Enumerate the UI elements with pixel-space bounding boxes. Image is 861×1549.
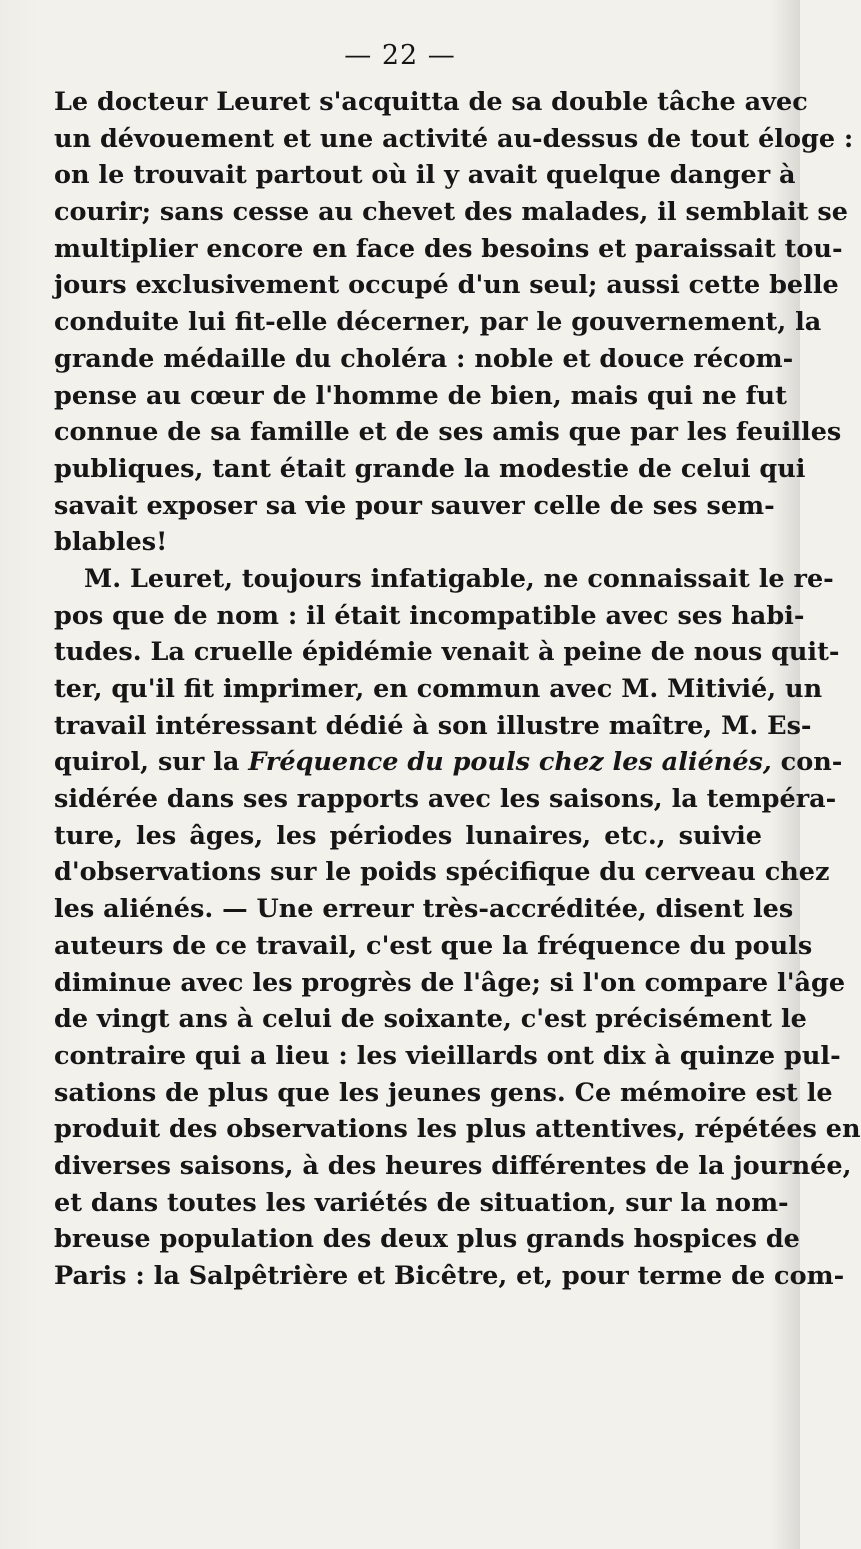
text-line: tudes. La cruelle épidémie venait à peine de nous quit- xyxy=(54,637,840,668)
text-line: savait exposer sa vie pour sauver celle de ses sem- xyxy=(54,490,775,521)
text-line-with-italic xyxy=(54,744,843,781)
text-line: les aliénés. — Une erreur très-accréditée, disent les xyxy=(54,894,794,925)
text-line: pos que de nom : il était incompatible avec ses habi- xyxy=(54,600,805,631)
text-line: jours exclusivement occupé d'un seul; aussi cette belle xyxy=(54,270,839,301)
text-line: diminue avec les progrès de l'âge; si l'on compare l'âge xyxy=(54,967,846,998)
text-segment: quirol, sur la xyxy=(54,747,249,778)
text-line: d'observations sur le poids spécifique du cerveau chez xyxy=(54,857,830,888)
text-line: pense au cœur de l'homme de bien, mais qui ne fut xyxy=(54,380,787,411)
text-line: sidérée dans ses rapports avec les saisons, la tempéra- xyxy=(54,784,837,815)
text-line: auteurs de ce travail, c'est que la fréquence du pouls xyxy=(54,930,813,961)
text-line: contraire qui a lieu : les vieillards ont dix à quinze pul- xyxy=(54,1040,841,1071)
text-segment: con- xyxy=(771,747,843,778)
text-line: sations de plus que les jeunes gens. Ce mémoire est le xyxy=(54,1077,833,1108)
italic-title: Fréquence du pouls chez les aliénés, xyxy=(248,747,772,778)
text-line: connue de sa famille et de ses amis que par les feuilles xyxy=(54,417,842,448)
text-line: de vingt ans à celui de soixante, c'est précisément le xyxy=(54,1004,807,1035)
text-line: on le trouvait partout où il y avait quelque danger à xyxy=(54,160,796,191)
text-line: ture, les âges, les périodes lunaires, etc., suivie xyxy=(54,820,762,851)
text-line: produit des observations les plus attentives, répétées en xyxy=(54,1114,861,1145)
page-number: — 22 — xyxy=(344,40,456,71)
text-line: et dans toutes les variétés de situation, sur la nom- xyxy=(54,1187,789,1218)
text-line: Paris : la Salpêtrière et Bicêtre, et, pour terme de com- xyxy=(54,1261,845,1291)
text-line: grande médaille du choléra : noble et douce récom- xyxy=(54,343,794,374)
body-text xyxy=(54,84,861,1295)
text-line: conduite lui fit-elle décerner, par le gouvernement, la xyxy=(54,307,822,338)
text-line: blables! xyxy=(54,527,168,558)
text-line: M. Leuret, toujours infatigable, ne connaissait le re- xyxy=(84,563,834,594)
text-line: travail intéressant dédié à son illustre maître, M. Es- xyxy=(54,710,812,741)
text-line: ter, qu'il fit imprimer, en commun avec M. Mitivié, un xyxy=(54,674,823,704)
text-line: breuse population des deux plus grands hospices de xyxy=(54,1224,800,1255)
text-line: un dévouement et une activité au-dessus de tout éloge : xyxy=(54,123,854,154)
text-line: multiplier encore en face des besoins et paraissait tou- xyxy=(54,233,843,264)
text-line: publiques, tant était grande la modestie de celui qui xyxy=(54,453,806,484)
text-line: diverses saisons, à des heures différentes de la journée, xyxy=(54,1150,852,1181)
text-line: Le docteur Leuret s'acquitta de sa double tâche avec xyxy=(54,87,808,117)
text-line: courir; sans cesse au chevet des malades, il semblait se xyxy=(54,197,849,228)
